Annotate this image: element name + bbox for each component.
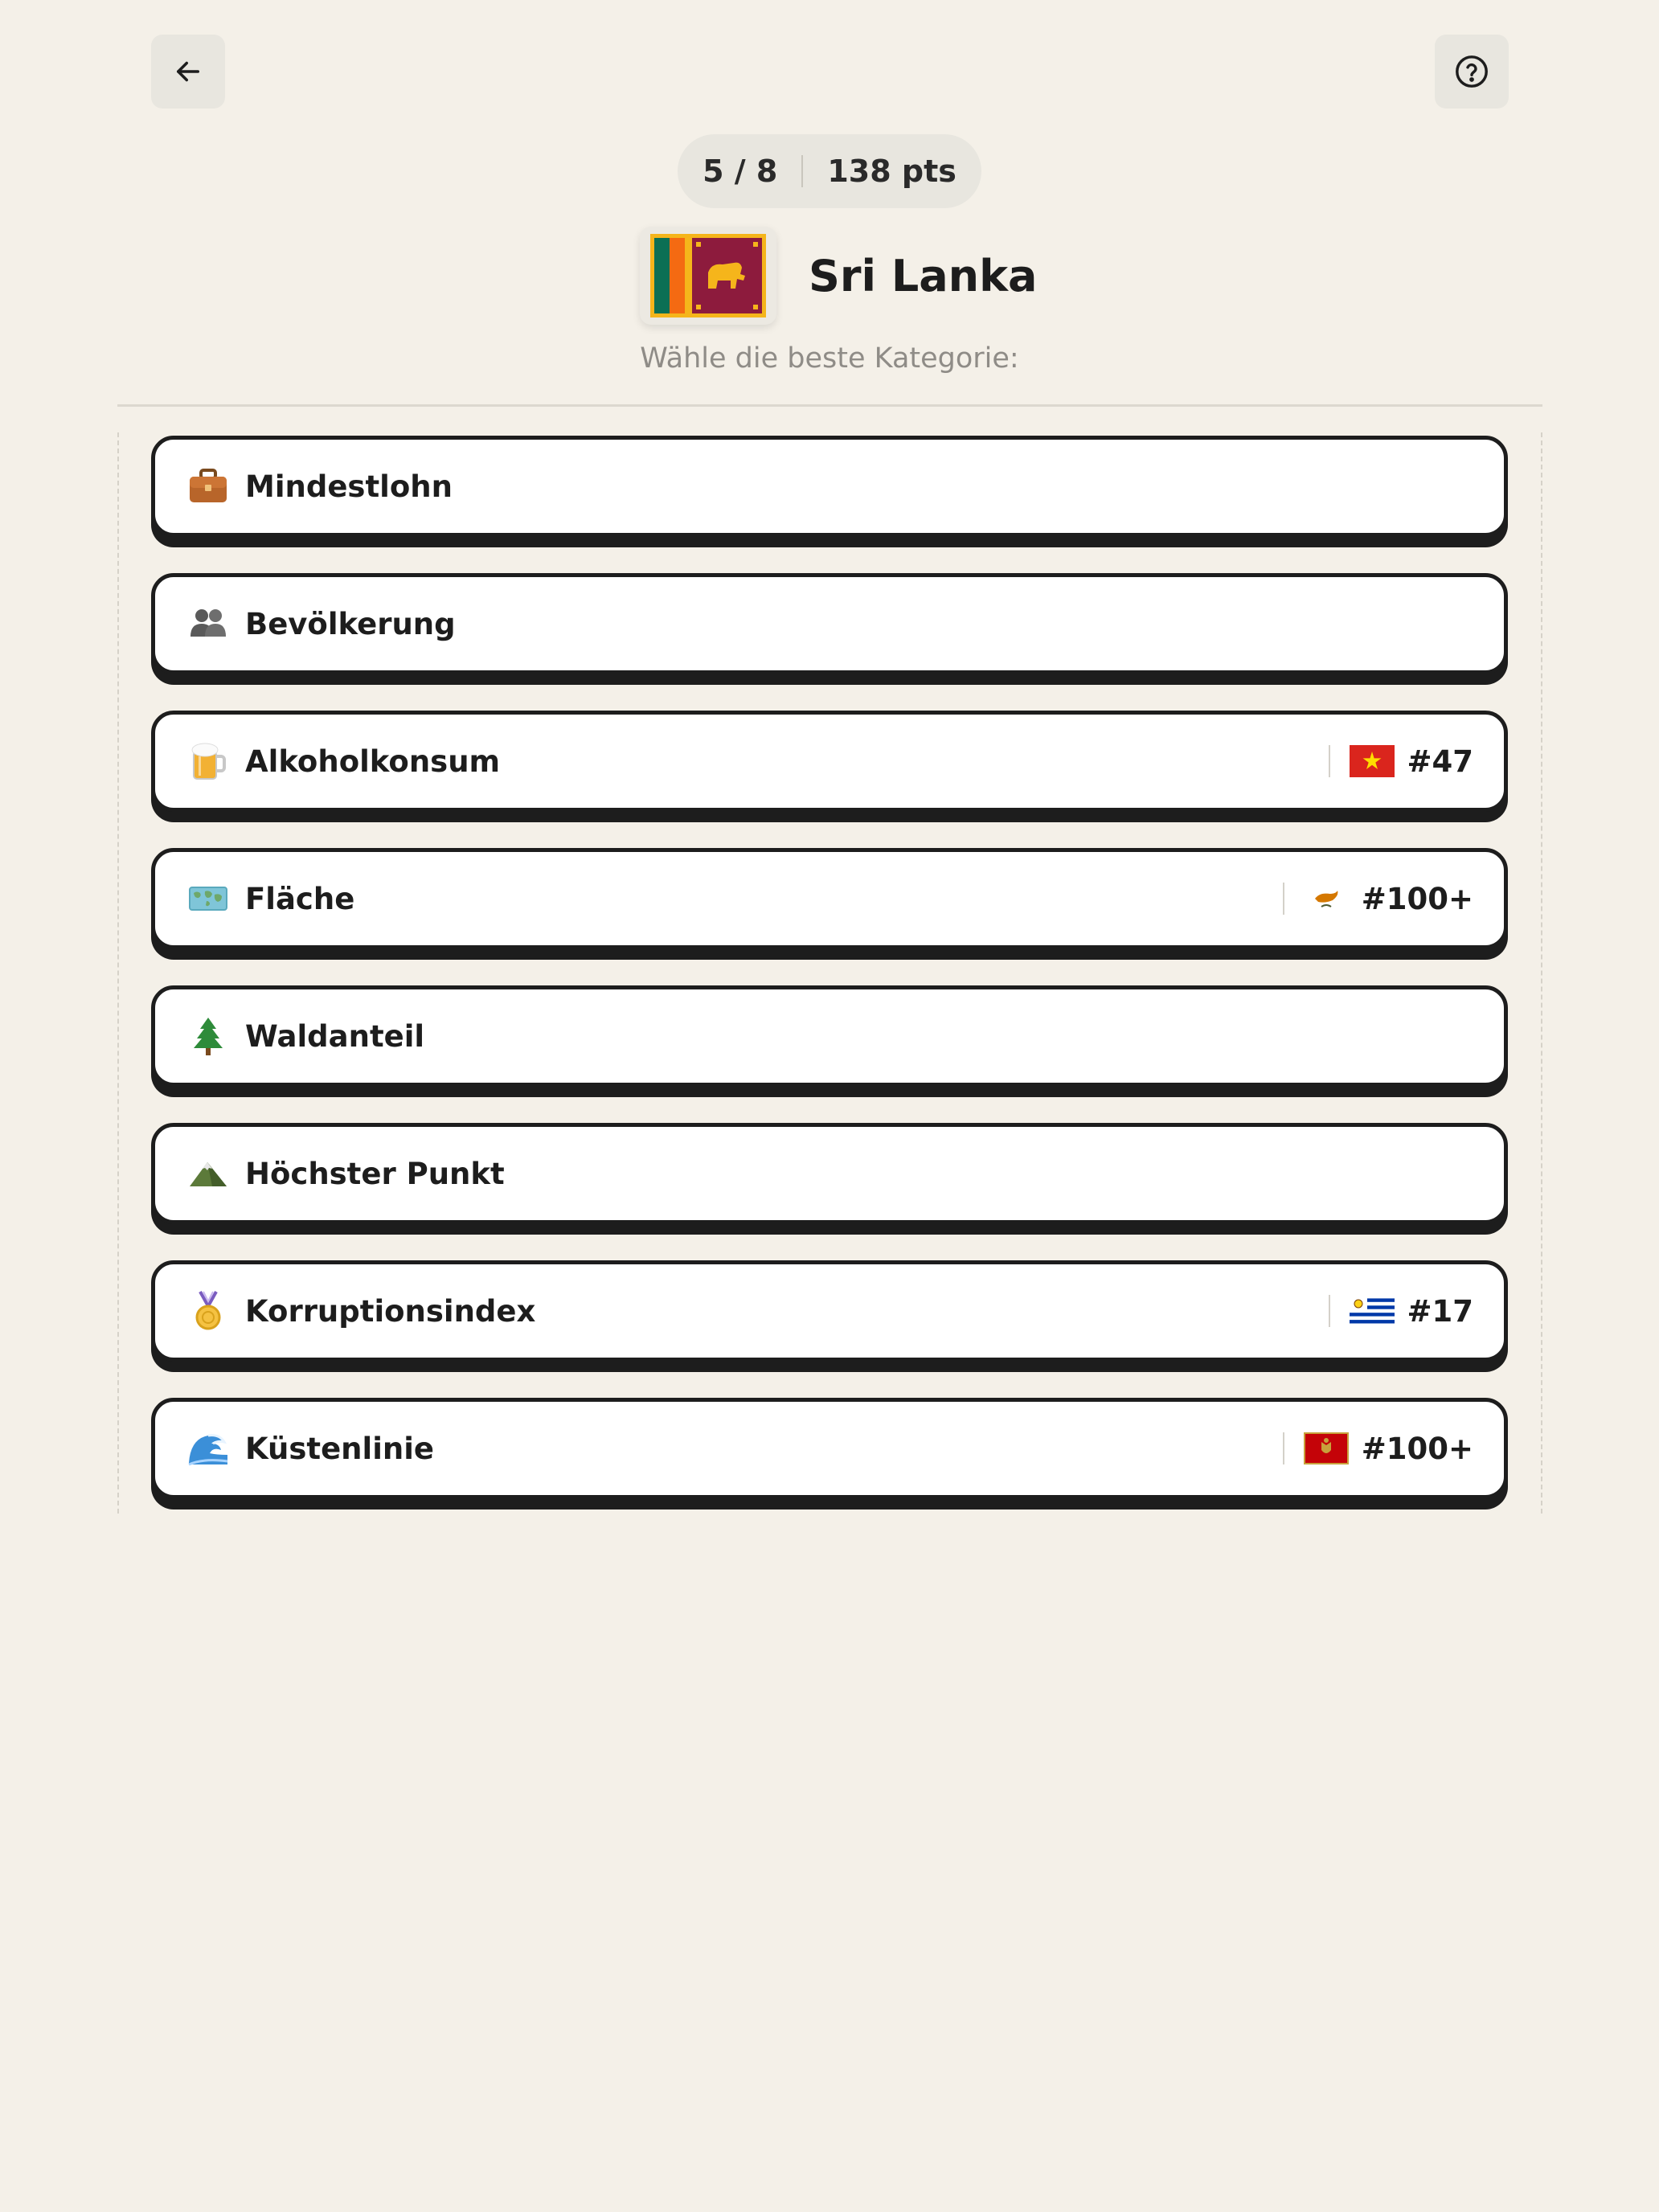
rank-value: #47 — [1407, 743, 1473, 779]
progress-counter: 5 / 8 — [703, 154, 778, 189]
question-circle-icon — [1453, 53, 1490, 90]
people-icon — [187, 603, 229, 645]
category-korruptionsindex[interactable] — [151, 1260, 1508, 1362]
rank-value: #17 — [1407, 1293, 1473, 1329]
category-label: Höchster Punkt — [245, 1156, 505, 1191]
water-wave-icon — [187, 1428, 229, 1469]
score-divider — [801, 155, 803, 187]
evergreen-tree-icon — [187, 1015, 229, 1057]
score-pill — [678, 134, 981, 208]
rank-info — [1283, 882, 1473, 916]
rank-divider — [1329, 1295, 1330, 1327]
sri-lanka-flag-icon — [650, 234, 766, 317]
beer-mug-icon — [187, 740, 229, 782]
world-map-icon — [187, 878, 229, 920]
category-label: Waldanteil — [245, 1018, 425, 1054]
category-label: Fläche — [245, 881, 355, 916]
briefcase-icon — [187, 465, 229, 507]
guide-line-left — [117, 432, 119, 1514]
uruguay-flag-icon — [1350, 1295, 1395, 1327]
guide-line-right — [1541, 432, 1542, 1514]
rank-info — [1329, 744, 1474, 779]
medal-icon — [187, 1290, 229, 1332]
back-button[interactable] — [151, 35, 225, 109]
category-kuestenlinie[interactable] — [151, 1398, 1508, 1499]
vietnam-flag-icon — [1350, 745, 1395, 777]
category-list — [151, 436, 1508, 1535]
category-bevoelkerung[interactable] — [151, 573, 1508, 674]
category-label: Bevölkerung — [245, 606, 456, 641]
country-flag-card — [640, 227, 776, 325]
points-counter: 138 pts — [827, 154, 956, 189]
rank-info — [1283, 1432, 1473, 1466]
rank-value: #100+ — [1361, 1431, 1473, 1466]
country-header — [640, 227, 1037, 325]
help-button[interactable] — [1435, 35, 1509, 109]
arrow-left-icon — [171, 55, 205, 88]
cyprus-flag-icon — [1304, 883, 1349, 915]
category-flaeche[interactable] — [151, 848, 1508, 949]
rank-divider — [1283, 1432, 1284, 1464]
header-divider — [117, 404, 1542, 407]
category-alkoholkonsum[interactable] — [151, 711, 1508, 812]
category-label: Korruptionsindex — [245, 1293, 536, 1329]
mountain-icon — [187, 1153, 229, 1194]
category-waldanteil[interactable] — [151, 985, 1508, 1087]
category-mindestlohn[interactable] — [151, 436, 1508, 537]
montenegro-flag-icon — [1304, 1432, 1349, 1464]
rank-info — [1329, 1294, 1474, 1329]
rank-divider — [1329, 745, 1330, 777]
category-hoechster-punkt[interactable] — [151, 1123, 1508, 1224]
category-label: Mindestlohn — [245, 469, 453, 504]
category-label: Küstenlinie — [245, 1431, 434, 1466]
rank-value: #100+ — [1361, 881, 1473, 916]
instruction-text: Wähle die beste Kategorie: — [640, 342, 1019, 375]
rank-divider — [1283, 883, 1284, 915]
category-label: Alkoholkonsum — [245, 743, 501, 779]
country-name: Sri Lanka — [809, 250, 1038, 301]
